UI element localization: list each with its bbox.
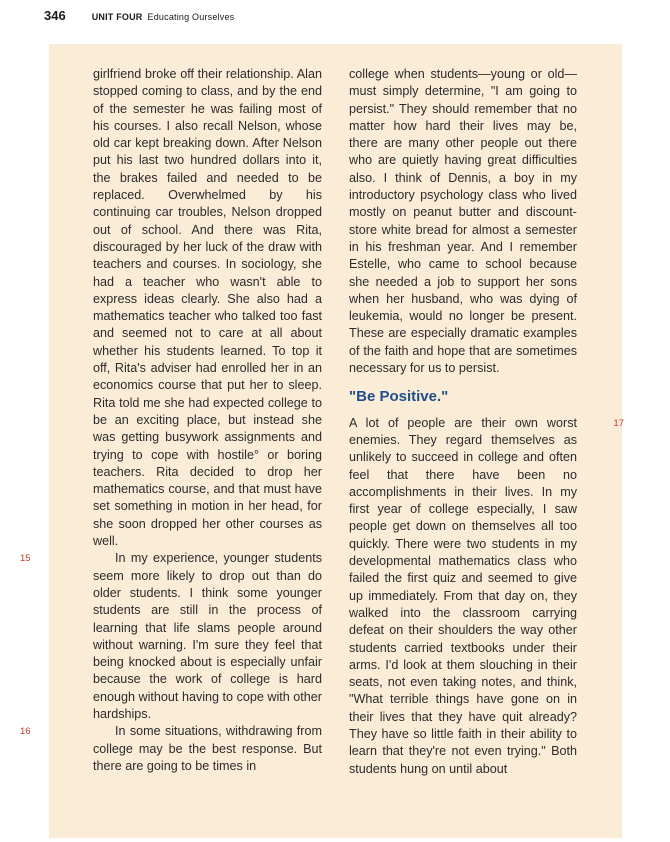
right-column: [349, 66, 624, 778]
paragraph-15-text: In my experience, younger students seem more likely to drop out than do older students. I think some younger students are still in the process of learning that life slams people around without warning. I'm sure they feel that being knocked about is especially unfair because the work of college is hard enough without having to cope with other hardships.: [93, 551, 322, 721]
paragraph-15: [20, 550, 322, 723]
paragraph-16-continued: college when students—young or old—must simply determine, "I am going to persist." They should remember that no matter how hard their lives may be, there are many other people out there who are quietly having great difficulties also. I think of Dennis, a boy in my introductory psychology class who lived mostly on peanut butter and discount-store white bread for almost a semester in his freshman year. And I remember Estelle, who came to school because she needed a job to support her sons when her husband, who was dying of leukemia, would no longer be present. These are especially dramatic examples of the faith and hope that are sometimes necessary for us to persist.: [349, 67, 577, 376]
paragraph-number-16: 16: [20, 726, 31, 738]
page-header: [44, 8, 234, 23]
text-panel: [20, 44, 624, 838]
unit-label: UNIT FOUR: [91, 12, 143, 22]
paragraph-continued: girlfriend broke off their relationship. Alan stopped coming to class, and by the end of the semester he was failing most of his courses. I also recall Nelson, whose old car kept breaking down. After Nelson put his last two hundred dollars into it, the brakes failed and needed to be replaced. Overwhelmed by his continuing car troubles, Nelson dropped out of school. And there was Rita, discouraged by her luck of the draw with teachers and courses. In sociology, she had a teacher who wasn't able to express ideas clearly. She also had a mathematics teacher who talked too fast and seemed not to care at all about whether his students learned. To top it off, Rita's adviser had enrolled her in an economics course that put her to sleep. Rita told me she had expected college to be an exciting place, but instead she was getting busywork assignments and trying to cope with hostile° or boring teachers. Rita decided to drop her mathematics course, and that must have set something in motion in her head, for she soon dropped her other courses as well.: [93, 67, 322, 549]
section-heading: "Be Positive.": [349, 388, 449, 406]
paragraph-17: [349, 415, 624, 778]
running-head: [92, 12, 235, 22]
left-column: [20, 66, 322, 775]
paragraph-16: [20, 723, 322, 775]
page-number: 346: [44, 8, 66, 23]
paragraph-number-15: 15: [20, 553, 31, 565]
paragraph-17-text: A lot of people are their own worst enemies. They regard themselves as unlikely to succeed in college and often feel that there have been no accomplishments in their lives. In my first year of college especially, I saw people get down on themselves all too quickly. There were two students in my developmental mathematics class who failed the first quiz and seemed to give up immediately. From that day on, they walked into the classroom carrying defeat on their shoulders the way other students carried textbooks under their arms. I'd look at them slouching in their seats, not even taking notes, and think, "What terrible things have gone on in their lives that they have quit already? They have so little faith in their ability to learn that they're not even trying." Both students hung on until about: [349, 415, 577, 776]
unit-title: Educating Ourselves: [147, 12, 235, 22]
paragraph-16-text: In some situations, withdrawing from college may be the best response. But there are going to be times in: [93, 724, 322, 773]
paragraph-number-17: 17: [613, 417, 624, 429]
